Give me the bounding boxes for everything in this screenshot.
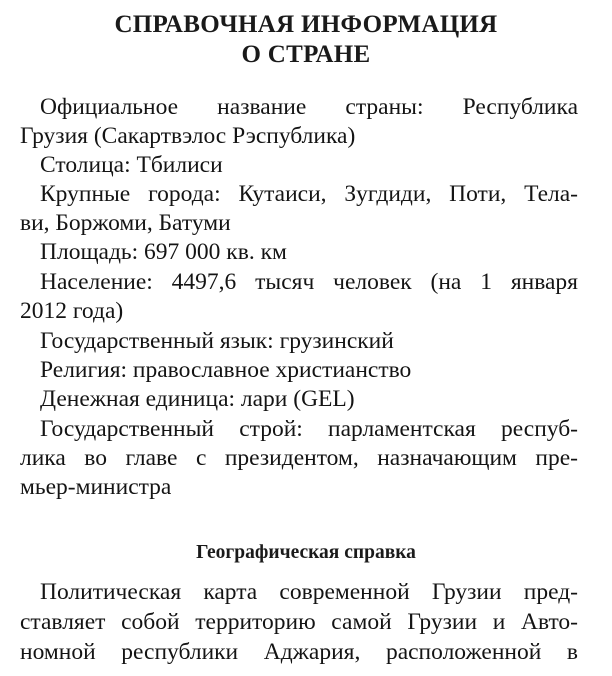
language-line: Государственный язык: грузинский	[40, 328, 394, 354]
official-name-line-2: Грузия (Сакартвэлос Рэспублика)	[20, 123, 356, 149]
currency-line: Денежная единица: лари (GEL)	[40, 386, 355, 412]
geo-paragraph-line-3: номной республики Аджария, расположенной в	[20, 639, 578, 665]
official-name-line-1: Официальное название страны: Республика	[40, 94, 578, 120]
government-line-3: мьер-министра	[20, 474, 172, 500]
area-line: Площадь: 697 000 кв. км	[40, 239, 287, 265]
cities-line-1: Крупные города: Кутаиси, Зугдиди, Поти, Тела-	[40, 181, 578, 207]
population-line-1: Население: 4497,6 тысяч человек (на 1 января	[40, 269, 578, 295]
page-title-line-2: О СТРАНЕ	[241, 41, 371, 68]
cities-line-2: ви, Боржоми, Батуми	[20, 210, 231, 236]
government-line-2: лика во главе с президентом, назначающим пре-	[20, 445, 578, 471]
geo-paragraph-line-1: Политическая карта современной Грузии пред-	[40, 579, 578, 605]
page-title-line-1: СПРАВОЧНАЯ ИНФОРМАЦИЯ	[114, 11, 498, 38]
geo-paragraph-line-2: ставляет собой территорию самой Грузии и Авто-	[20, 609, 578, 635]
religion-line: Религия: православное христианство	[40, 357, 412, 383]
population-line-2: 2012 года)	[20, 298, 124, 324]
government-line-1: Государственный строй: парламентская респуб-	[40, 416, 578, 442]
section-heading: Географическая справка	[196, 542, 416, 563]
capital-line: Столица: Тбилиси	[40, 152, 223, 178]
